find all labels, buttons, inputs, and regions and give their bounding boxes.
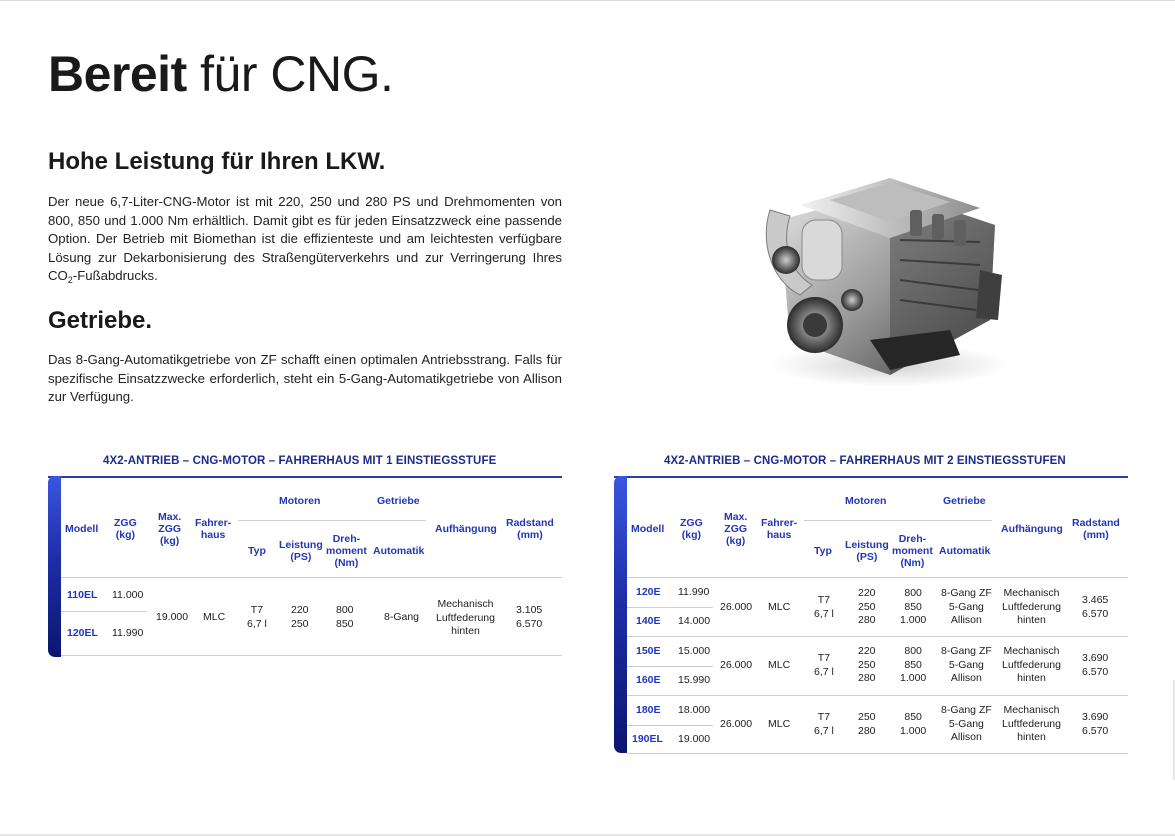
model-zgg: 15.000 xyxy=(678,645,711,657)
header-bottom-rule xyxy=(627,577,1128,578)
motor-typ: T7 6,7 l xyxy=(814,711,834,737)
table-accent-bar xyxy=(614,476,627,753)
model-divider xyxy=(627,607,713,608)
radstand: 3.465 6.570 xyxy=(1082,594,1109,620)
table-accent-bar xyxy=(48,476,61,657)
model-name: 120E xyxy=(636,586,661,598)
header-zgg: ZGG (kg) xyxy=(680,517,703,541)
header-aufhaengung: Aufhängung xyxy=(1001,523,1063,535)
max-zgg: 26.000 xyxy=(720,601,753,613)
spec-table-1 xyxy=(48,455,562,660)
model-divider xyxy=(61,611,147,612)
aufhaengung: Mechanisch Luftfederung hinten xyxy=(436,598,495,637)
fahrerhaus: MLC xyxy=(768,659,791,671)
model-zgg: 11.990 xyxy=(112,627,144,639)
leistung: 220 250 280 xyxy=(858,645,876,684)
max-zgg: 19.000 xyxy=(156,611,189,623)
section-heading-getriebe: Getriebe. xyxy=(48,307,153,334)
cng-engine-image xyxy=(740,150,1010,390)
max-zgg: 26.000 xyxy=(720,718,753,730)
header-subrule xyxy=(804,520,992,521)
header-typ: Typ xyxy=(248,545,266,557)
header-bottom-rule xyxy=(61,577,562,578)
model-name: 180E xyxy=(636,704,661,716)
header-motoren: Motoren xyxy=(845,495,887,507)
spec-table-2 xyxy=(614,455,1128,755)
leistung: 250 280 xyxy=(858,711,876,737)
header-zgg: ZGG (kg) xyxy=(114,517,137,541)
drehmoment: 800 850 xyxy=(336,604,354,630)
model-name: 190EL xyxy=(632,733,663,745)
fahrerhaus: MLC xyxy=(768,718,791,730)
model-zgg: 11.990 xyxy=(678,586,710,598)
header-automatik: Automatik xyxy=(373,545,425,557)
model-zgg: 15.990 xyxy=(678,674,711,686)
header-radstand: Radstand (mm) xyxy=(506,517,554,541)
header-max-zgg: Max. ZGG (kg) xyxy=(724,511,748,547)
header-fahrerhaus: Fahrer- haus xyxy=(195,517,232,541)
table-top-rule xyxy=(614,476,1128,478)
drehmoment: 800 850 1.000 xyxy=(900,645,927,684)
max-zgg: 26.000 xyxy=(720,659,753,671)
automatik: 8-Gang xyxy=(384,611,420,623)
header-radstand: Radstand (mm) xyxy=(1072,517,1120,541)
model-name: 150E xyxy=(636,645,661,657)
table-title: 4X2-ANTRIEB – CNG-MOTOR – FAHRERHAUS MIT 2 EINSTIEGSSTUFEN xyxy=(664,455,1066,467)
top-border xyxy=(0,0,1175,1)
model-zgg: 14.000 xyxy=(678,615,711,627)
header-modell: Modell xyxy=(631,523,665,535)
table-top-rule xyxy=(48,476,562,478)
section-heading-leistung: Hohe Leistung für Ihren LKW. xyxy=(48,148,386,175)
header-leistung: Leistung (PS) xyxy=(279,539,323,563)
header-getriebe: Getriebe xyxy=(943,495,986,507)
model-name: 120EL xyxy=(67,627,98,639)
aufhaengung: Mechanisch Luftfederung hinten xyxy=(1002,587,1061,626)
fahrerhaus: MLC xyxy=(768,601,791,613)
radstand: 3.105 6.570 xyxy=(516,604,543,630)
section-text-getriebe: Das 8-Gang-Automatikgetriebe von ZF schafft einen optimalen Antriebsstrang. Falls für spezifische Einsatzzwecke erforderlich, steht ein 5-Gang-Automatikgetriebe von Allison zur Verfügung. xyxy=(48,352,562,404)
model-zgg: 11.000 xyxy=(112,589,144,601)
header-modell: Modell xyxy=(65,523,99,535)
automatik: 8-Gang ZF 5-Gang Allison xyxy=(941,645,992,684)
leistung: 220 250 xyxy=(291,604,309,630)
section-text-leistung: Der neue 6,7-Liter-CNG-Motor ist mit 220, 250 und 280 PS und Drehmomenten von 800, 850 und 1.000 Nm erhältlich. Damit gibt es für jeden Einsatzzweck eine passende Option. Der Betrieb mit Biomethan ist die effizienteste und am leichtesten verfügbare Lösung zur Dekarbonisierung des Straßengüterverkehrs und zur Verringerung Ihres $CO_2$-Fußabdrucks. xyxy=(48,194,562,285)
drehmoment: 800 850 1.000 xyxy=(900,587,927,626)
header-subrule xyxy=(238,520,426,521)
header-fahrerhaus: Fahrer- haus xyxy=(761,517,798,541)
header-max-zgg: Max. ZGG (kg) xyxy=(158,511,182,547)
header-motoren: Motoren xyxy=(279,495,321,507)
page-title: Bereit für CNG. xyxy=(48,46,394,102)
motor-typ: T7 6,7 l xyxy=(814,594,834,620)
header-drehmoment: Dreh- moment (Nm) xyxy=(326,533,367,569)
group-divider xyxy=(627,636,1128,637)
table-bottom-rule xyxy=(61,655,562,656)
automatik: 8-Gang ZF 5-Gang Allison xyxy=(941,704,992,743)
model-zgg: 19.000 xyxy=(678,733,711,745)
model-name: 160E xyxy=(636,674,661,686)
aufhaengung: Mechanisch Luftfederung hinten xyxy=(1002,704,1061,743)
header-getriebe: Getriebe xyxy=(377,495,420,507)
table-title: 4X2-ANTRIEB – CNG-MOTOR – FAHRERHAUS MIT 1 EINSTIEGSSTUFE xyxy=(103,455,497,467)
drehmoment: 850 1.000 xyxy=(900,711,927,737)
automatik: 8-Gang ZF 5-Gang Allison xyxy=(941,587,992,626)
header-aufhaengung: Aufhängung xyxy=(435,523,497,535)
header-automatik: Automatik xyxy=(939,545,991,557)
model-name: 110EL xyxy=(67,589,98,601)
header-typ: Typ xyxy=(814,545,832,557)
motor-typ: T7 6,7 l xyxy=(814,652,834,678)
table-bottom-rule xyxy=(627,753,1128,754)
radstand: 3.690 6.570 xyxy=(1082,711,1109,737)
motor-typ: T7 6,7 l xyxy=(247,604,267,630)
aufhaengung: Mechanisch Luftfederung hinten xyxy=(1002,645,1061,684)
model-zgg: 18.000 xyxy=(678,704,711,716)
fahrerhaus: MLC xyxy=(203,611,226,623)
header-drehmoment: Dreh- moment (Nm) xyxy=(892,533,933,569)
leistung: 220 250 280 xyxy=(858,587,876,626)
model-divider xyxy=(627,725,713,726)
group-divider xyxy=(627,695,1128,696)
model-divider xyxy=(627,666,713,667)
header-leistung: Leistung (PS) xyxy=(845,539,889,563)
radstand: 3.690 6.570 xyxy=(1082,652,1109,678)
model-name: 140E xyxy=(636,615,661,627)
